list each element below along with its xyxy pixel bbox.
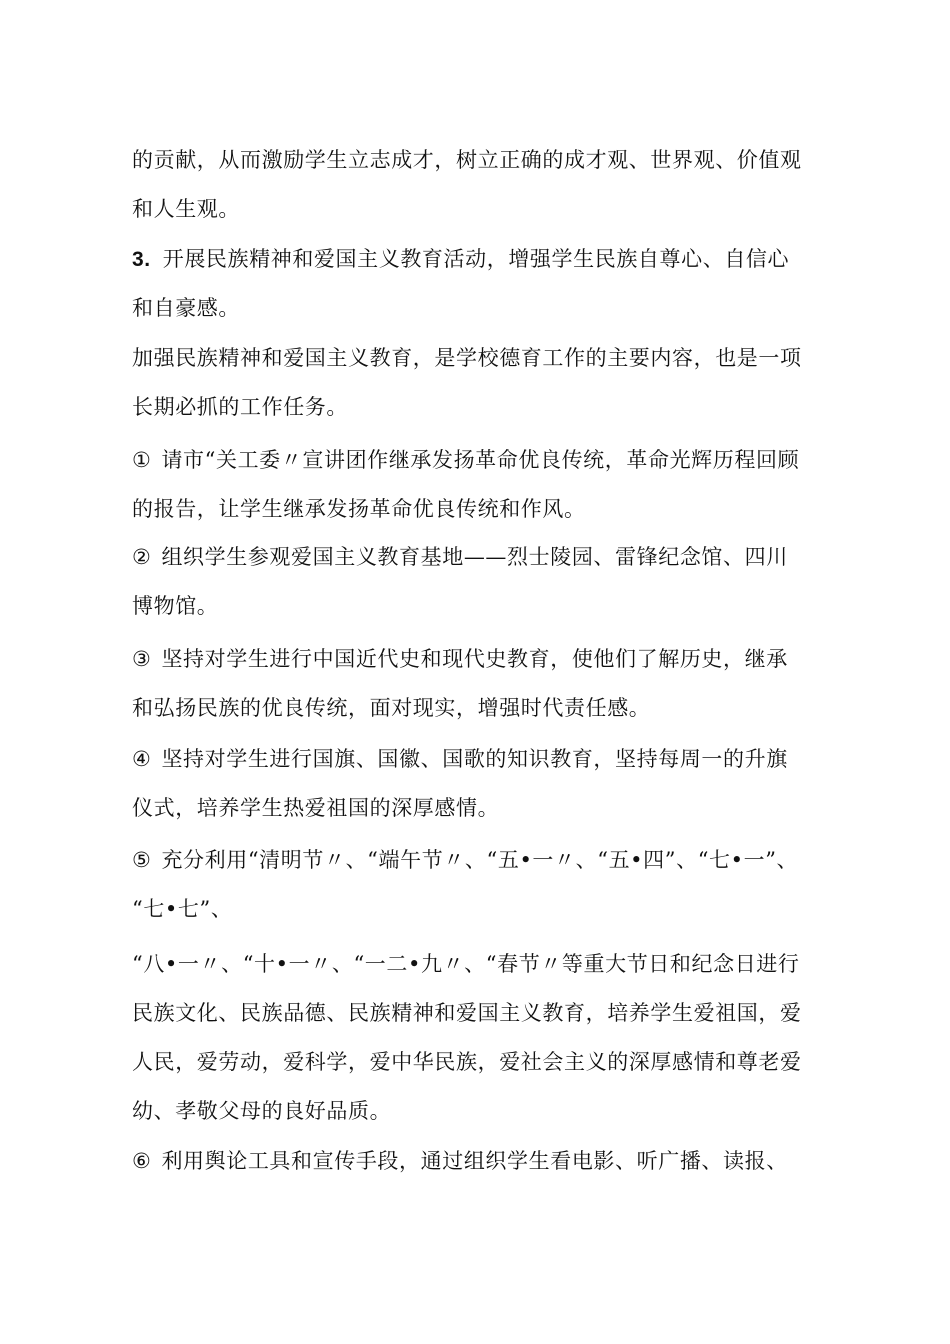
paragraph-item-6 <box>132 1137 832 1186</box>
paragraph-contribution <box>132 136 832 234</box>
text-line: 和人生观。 <box>132 197 240 221</box>
text-segment: 利用舆论工具和宣传手段，通过组织学生看电影、听广播、读报、 <box>161 1149 788 1173</box>
paragraph-item-3-heading <box>132 235 832 333</box>
text-segment: 开展民族精神和爱国主义教育活动，增强学生民族自尊心、自信心 <box>162 247 790 271</box>
circled-number-marker: ⑤ <box>132 848 152 872</box>
text-line: 和弘扬民族的优良传统，面对现实，增强时代责任感。 <box>132 696 651 720</box>
paragraph-item-1 <box>132 436 832 534</box>
text-segment: 组织学生参观爱国主义教育基地——烈士陵园、雷锋纪念馆、四川 <box>161 545 788 569</box>
item-number: 3. <box>132 248 151 271</box>
text-segment: 充分利用“清明节〃、“端午节〃、“五•一〃、“五•四”、“七•一”、 <box>161 848 799 872</box>
text-segment: 坚持对学生进行国旗、国徽、国歌的知识教育，坚持每周一的升旗 <box>161 747 788 771</box>
circled-number-marker: ① <box>132 448 152 472</box>
text-line: 加强民族精神和爱国主义教育，是学校德育工作的主要内容，也是一项 <box>132 346 802 370</box>
circled-number-marker: ⑥ <box>132 1149 152 1173</box>
text-line: 长期必抓的工作任务。 <box>132 395 348 419</box>
text-line <box>132 735 832 784</box>
paragraph-intro <box>132 334 832 432</box>
text-line: 的贡献，从而激励学生立志成才，树立正确的成才观、世界观、价值观 <box>132 148 802 172</box>
circled-number-marker: ④ <box>132 747 152 771</box>
paragraph-item-5 <box>132 836 832 934</box>
text-segment: 请市“关工委〃宣讲团作继承发扬革命优良传统，革命光辉历程回顾 <box>161 448 800 472</box>
circled-number-marker: ② <box>132 545 152 569</box>
text-line: 幼、孝敬父母的良好品质。 <box>132 1099 392 1123</box>
paragraph-item-2 <box>132 533 832 631</box>
text-line: 仪式，培养学生热爱祖国的深厚感情。 <box>132 796 500 820</box>
paragraph-item-3 <box>132 635 832 733</box>
text-line <box>132 836 832 885</box>
text-line <box>132 1137 832 1186</box>
text-line: 博物馆。 <box>132 594 219 618</box>
text-line: “七•七”、 <box>132 897 233 921</box>
text-line <box>132 235 832 284</box>
circled-number-marker: ③ <box>132 647 152 671</box>
text-line: 人民，爱劳动，爱科学，爱中华民族，爱社会主义的深厚感情和尊老爱 <box>132 1050 802 1074</box>
text-line: “八•一〃、“十•一〃、“一二•九〃、“春节〃等重大节日和纪念日进行 <box>132 952 800 976</box>
text-line: 民族文化、民族品德、民族精神和爱国主义教育，培养学生爱祖国，爱 <box>132 1001 802 1025</box>
text-line: 的报告，让学生继承发扬革命优良传统和作风。 <box>132 497 586 521</box>
text-line <box>132 436 832 485</box>
text-line: 和自豪感。 <box>132 296 240 320</box>
text-segment: 坚持对学生进行中国近代史和现代史教育，使他们了解历史，继承 <box>161 647 788 671</box>
text-line <box>132 533 832 582</box>
paragraph-item-5-continued <box>132 940 832 1136</box>
paragraph-item-4 <box>132 735 832 833</box>
text-line <box>132 635 832 684</box>
